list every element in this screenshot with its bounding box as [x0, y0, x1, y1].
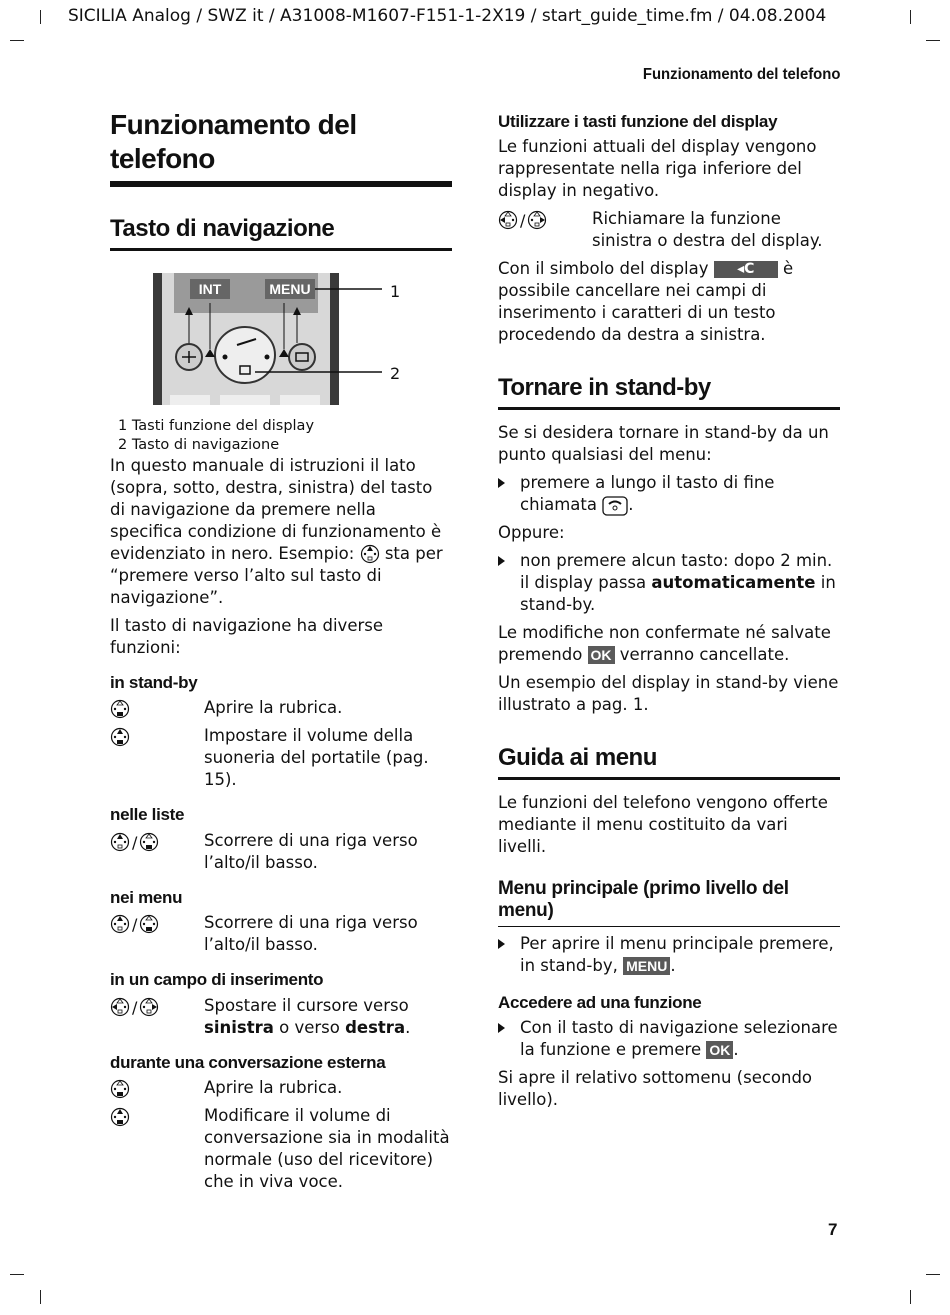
ok-key: OK: [588, 646, 615, 664]
section-title-standby: Tornare in stand-by: [498, 374, 840, 410]
crop-mark: [910, 1290, 911, 1304]
bullet-arrow-icon: [498, 556, 505, 566]
end-call-key-icon: [602, 496, 628, 516]
or-text: Oppure:: [498, 523, 565, 543]
section-title-navigation: Tasto di navigazione: [110, 215, 452, 251]
main-menu-text-a: Per aprire il menu principale premere, in stand-by,: [520, 933, 834, 975]
right-column: [498, 108, 840, 1117]
crop-mark: [910, 10, 911, 24]
main-menu-bullet: [498, 933, 840, 977]
menu-row-1: [110, 912, 452, 956]
standby-example-paragraph: Un esempio del display in stand-by viene illustrato a pag. 1.: [498, 673, 839, 715]
bullet-arrow-icon: [498, 1023, 505, 1033]
lists-row-1: [110, 830, 452, 874]
left-column: [110, 108, 452, 1199]
changes-text-a: Le modifiche non confermate né salvate premendo: [498, 623, 831, 665]
nav-key-down-icon: [110, 1079, 130, 1099]
input-text-a: Spostare il cursore verso: [204, 995, 409, 1015]
standby-bullet-2-c: in stand-by.: [520, 573, 836, 615]
caption-2: 2 Tasto di navigazione: [118, 436, 280, 453]
input-text-period: .: [405, 1017, 411, 1037]
caption-1: 1 Tasti funzione del display: [118, 417, 315, 434]
delete-symbol-paragraph: [498, 258, 840, 346]
main-menu-bullet-text: [520, 933, 840, 977]
nav-key-down-icon: [110, 699, 130, 719]
figure-callout-2: 2: [390, 363, 401, 383]
separator: /: [132, 997, 138, 1017]
standby-bullet-2-text: [520, 550, 840, 616]
heading-display-keys: Utilizzare i tasti funzione del display: [498, 112, 778, 131]
intro-paragraph: [110, 455, 452, 609]
nav-key-right-icon: [527, 210, 547, 230]
heading-input-field: in un campo di inserimento: [110, 970, 324, 990]
nav-key-updown-icon: [110, 727, 130, 747]
crop-mark: [40, 10, 41, 24]
access-text-end: .: [733, 1040, 739, 1060]
nav-key-up-icon: [360, 544, 380, 564]
input-text-left: sinistra: [204, 1017, 274, 1037]
delete-text-b: è possibile cancellare nei campi di inserimento i caratteri di un testo procedendo da destra a sinistra.: [498, 259, 794, 345]
menu-key: MENU: [623, 957, 670, 975]
standby-bullet-2-b: automaticamente: [651, 573, 816, 593]
standby-row-1: [110, 697, 452, 719]
running-head: Funzionamento del telefono: [642, 66, 840, 83]
nav-key-down-icon: [139, 832, 159, 852]
standby-bullet-1-text: [520, 472, 840, 516]
standby-bullet-1-a: premere a lungo il tasto di fine chiamata: [520, 473, 775, 515]
figure-callout-1: 1: [390, 281, 401, 301]
standby-bullet-2: [498, 550, 840, 616]
call-row-2-desc: Modificare il volume di conversazione sia in modalità normale (uso del ricevitore) che in viva voce.: [204, 1105, 450, 1191]
standby-bullet-2-a: non premere alcun tasto: dopo 2 min. il display passa: [520, 551, 833, 593]
section-title-menu-guide: Guida ai menu: [498, 744, 840, 780]
heading-external-call: durante una conversazione esterna: [110, 1052, 386, 1072]
intro-text-b: sta per “premere verso l’alto sul tasto di navigazione”.: [110, 543, 443, 607]
standby-bullet-1: [498, 472, 840, 516]
crop-mark: [40, 1290, 41, 1304]
access-text-a: Con il tasto di navigazione selezionare la funzione e premere: [520, 1018, 838, 1060]
bullet-arrow-icon: [498, 478, 505, 488]
input-row-1-desc: [204, 995, 452, 1039]
heading-standby: in stand-by: [110, 672, 198, 692]
intro-paragraph-2: Il tasto di navigazione ha diverse funzioni:: [110, 615, 383, 657]
nav-key-up-icon: [110, 832, 130, 852]
standby-bullet-1-end: .: [628, 495, 634, 515]
heading-access-function: Accedere ad una funzione: [498, 992, 702, 1012]
crop-mark: [10, 40, 24, 41]
standby-row-2: [110, 725, 452, 791]
bullet-arrow-icon: [498, 939, 505, 949]
call-row-1: [110, 1077, 452, 1099]
figure-label-menu: MENU: [269, 280, 311, 297]
call-row-2: [110, 1105, 452, 1193]
menu-row-1-desc: Scorrere di una riga verso l’alto/il basso.: [204, 913, 418, 955]
separator: /: [132, 832, 138, 852]
heading-lists: nelle liste: [110, 805, 185, 825]
standby-row-1-desc: Aprire la rubrica.: [204, 698, 343, 718]
page-number: 7: [828, 1220, 838, 1239]
handset-figure: [110, 273, 452, 405]
handset-illustration: [110, 273, 452, 405]
figure-label-int: INT: [198, 280, 222, 297]
display-keys-row: [498, 208, 840, 252]
crop-mark: [926, 40, 940, 41]
menu-guide-paragraph: Le funzioni del telefono vengono offerte mediante il menu costituito da vari livelli.: [498, 792, 828, 856]
nav-key-updown-icon: [110, 1107, 130, 1127]
nav-key-left-icon: [110, 997, 130, 1017]
unconfirmed-changes-paragraph: [498, 622, 840, 666]
access-function-bullet: [498, 1017, 840, 1061]
submenu-paragraph: Si apre il relativo sottomenu (secondo livello).: [498, 1068, 813, 1110]
standby-row-2-desc: Impostare il volume della suoneria del portatile (pag. 15).: [204, 726, 429, 790]
delete-text-a: Con il simbolo del display: [498, 259, 709, 279]
heading-menu: nei menu: [110, 887, 183, 907]
ok-key: OK: [706, 1041, 733, 1059]
file-metadata: SICILIA Analog / SWZ it / A31008-M1607-F151-1-2X19 / start_guide_time.fm / 04.08.2004: [68, 6, 827, 26]
crop-mark: [10, 1274, 24, 1275]
lists-row-1-desc: Scorrere di una riga verso l’alto/il basso.: [204, 830, 418, 872]
separator: /: [520, 211, 526, 231]
heading-main-menu: Menu principale (primo livello del menu): [498, 878, 840, 927]
call-row-1-desc: Aprire la rubrica.: [204, 1077, 343, 1097]
crop-mark: [926, 1274, 940, 1275]
nav-key-right-icon: [139, 997, 159, 1017]
separator: /: [132, 915, 138, 935]
nav-key-left-icon: [498, 210, 518, 230]
delete-symbol-icon: ◂C: [714, 261, 778, 278]
chapter-title: Funzionamento del telefono: [110, 108, 452, 187]
display-keys-paragraph: Le funzioni attuali del display vengono rappresentate nella riga inferiore del display in negativo.: [498, 137, 817, 201]
nav-key-down-icon: [139, 914, 159, 934]
main-menu-text-end: .: [670, 955, 676, 975]
standby-paragraph: Se si desidera tornare in stand-by da un punto qualsiasi del menu:: [498, 423, 829, 465]
input-text-right: destra: [345, 1017, 406, 1037]
intro-text-a: In questo manuale di istruzioni il lato (sopra, sotto, destra, sinistra) del tasto di navigazione da premere nella specifica condizione di funzionamento è evidenziato in nero. Esempio:: [110, 455, 442, 563]
access-function-bullet-text: [520, 1017, 840, 1061]
changes-text-b: verranno cancellate.: [619, 645, 790, 665]
input-text-c: o verso: [279, 1017, 340, 1037]
nav-key-up-icon: [110, 914, 130, 934]
input-row-1: [110, 995, 452, 1039]
display-keys-row-desc: Richiamare la funzione sinistra o destra del display.: [592, 209, 823, 251]
